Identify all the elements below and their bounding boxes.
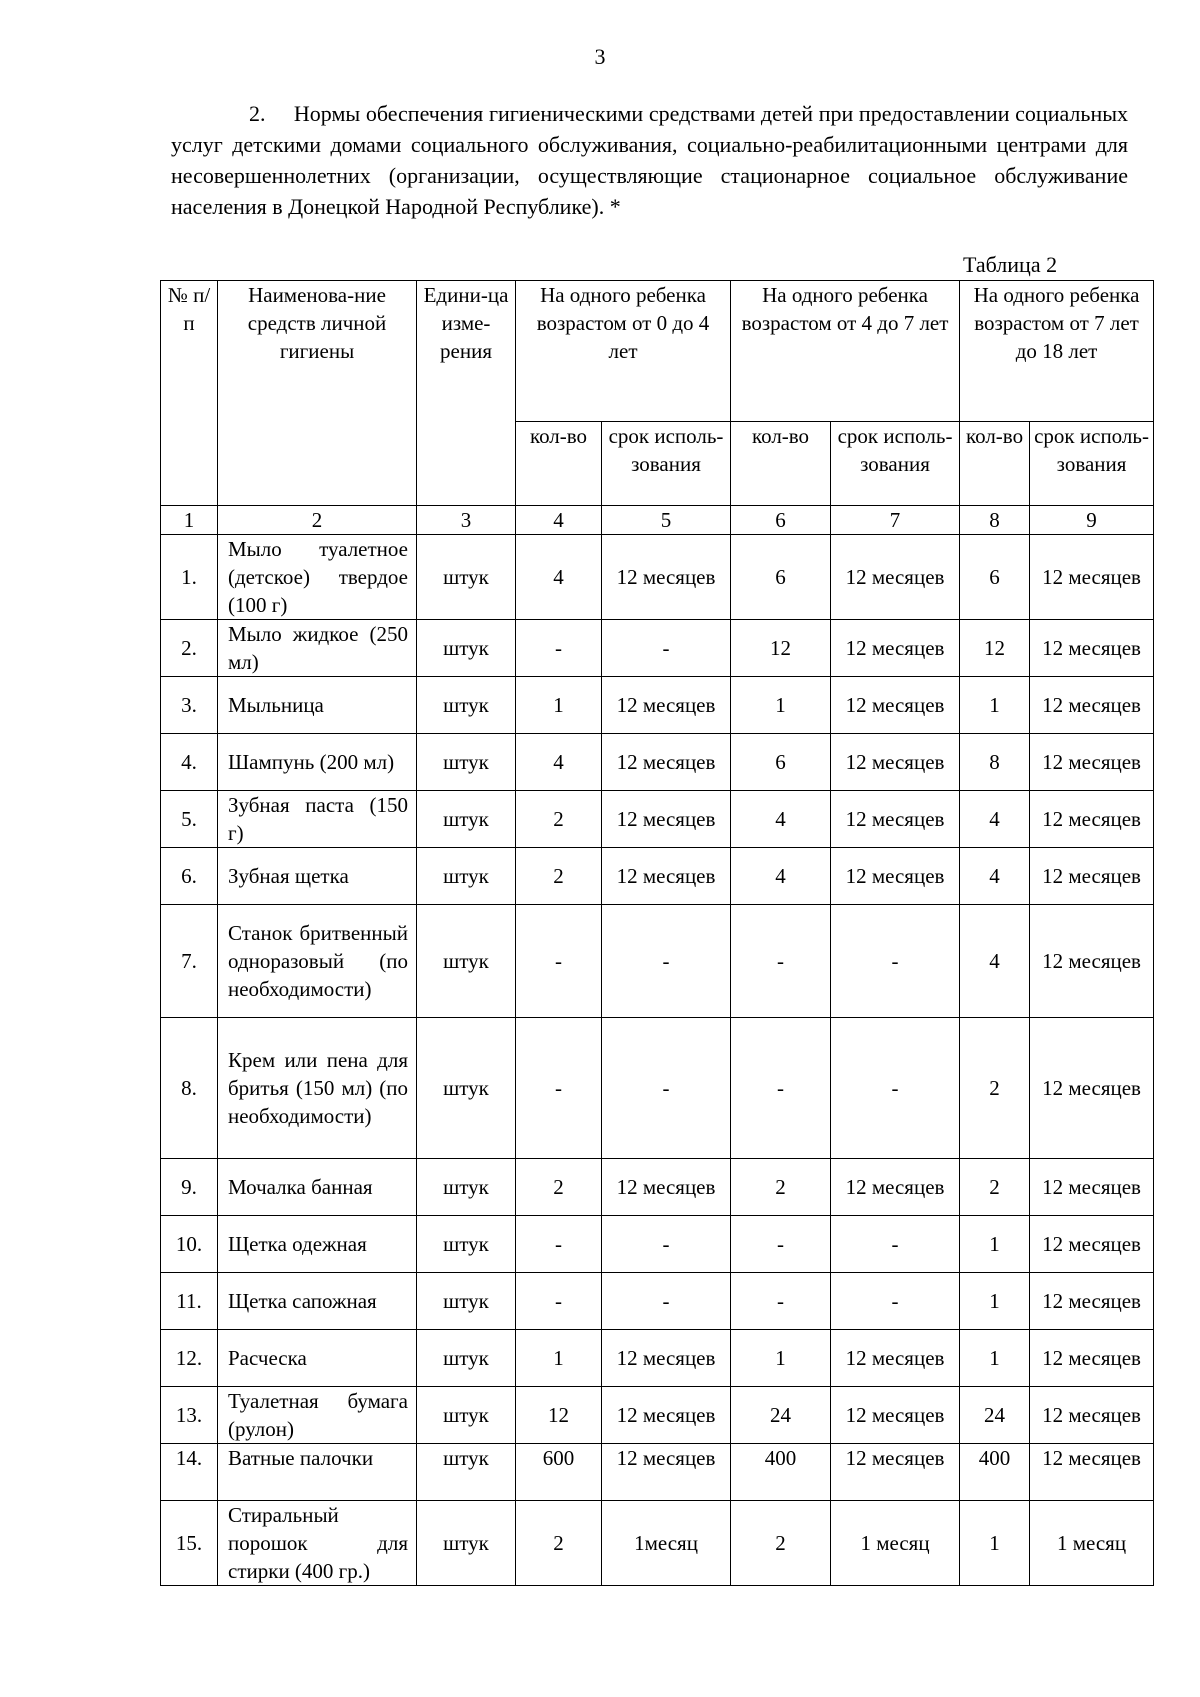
term-7-18: 12 месяцев: [1030, 734, 1154, 791]
qty-7-18: 1: [960, 1330, 1030, 1387]
qty-7-18: 6: [960, 535, 1030, 620]
item-name: Станок бритвенный одноразовый (по необходимости): [218, 905, 417, 1018]
term-7-18: 12 месяцев: [1030, 620, 1154, 677]
item-name: Шампунь (200 мл): [218, 734, 417, 791]
qty-0-4: 4: [516, 734, 602, 791]
term-7-18: 12 месяцев: [1030, 791, 1154, 848]
term-4-7: 12 месяцев: [831, 1159, 960, 1216]
qty-7-18: 2: [960, 1018, 1030, 1159]
qty-0-4: -: [516, 1216, 602, 1273]
term-0-4: 12 месяцев: [602, 848, 731, 905]
item-name: Мыло туалетное (детское) твердое (100 г): [218, 535, 417, 620]
qty-0-4: 12: [516, 1387, 602, 1444]
row-number: 2.: [161, 620, 218, 677]
item-name: Зубная щетка: [218, 848, 417, 905]
term-0-4: 12 месяцев: [602, 1330, 731, 1387]
term-0-4: 1месяц: [602, 1501, 731, 1586]
term-4-7: 12 месяцев: [831, 535, 960, 620]
qty-4-7: -: [731, 905, 831, 1018]
term-4-7: 12 месяцев: [831, 1387, 960, 1444]
qty-0-4: 2: [516, 791, 602, 848]
unit: штук: [417, 848, 516, 905]
term-4-7: -: [831, 905, 960, 1018]
item-name: Крем или пена для бритья (150 мл) (по необходимости): [218, 1018, 417, 1159]
qty-7-18: 4: [960, 905, 1030, 1018]
term-7-18: 12 месяцев: [1030, 1330, 1154, 1387]
header-num: № п/п: [161, 281, 218, 506]
column-number: 2: [218, 506, 417, 535]
term-7-18: 12 месяцев: [1030, 848, 1154, 905]
term-7-18: 12 месяцев: [1030, 1216, 1154, 1273]
term-7-18: 12 месяцев: [1030, 535, 1154, 620]
table-row: [161, 1273, 1154, 1330]
unit: штук: [417, 1330, 516, 1387]
table-row: [161, 791, 1154, 848]
term-4-7: -: [831, 1018, 960, 1159]
table-row: [161, 1159, 1154, 1216]
qty-0-4: 2: [516, 1159, 602, 1216]
row-number: 15.: [161, 1501, 218, 1586]
column-number: 9: [1030, 506, 1154, 535]
row-number: 8.: [161, 1018, 218, 1159]
term-7-18: 12 месяцев: [1030, 1444, 1154, 1501]
row-number: 5.: [161, 791, 218, 848]
unit: штук: [417, 1501, 516, 1586]
unit: штук: [417, 1018, 516, 1159]
row-number: 9.: [161, 1159, 218, 1216]
unit: штук: [417, 1159, 516, 1216]
term-7-18: 1 месяц: [1030, 1501, 1154, 1586]
term-4-7: 12 месяцев: [831, 1330, 960, 1387]
column-number: 5: [602, 506, 731, 535]
qty-0-4: 4: [516, 535, 602, 620]
table-row: [161, 905, 1154, 1018]
qty-0-4: 1: [516, 1330, 602, 1387]
table-row: [161, 677, 1154, 734]
table-row: [161, 620, 1154, 677]
qty-4-7: 1: [731, 677, 831, 734]
term-7-18: 12 месяцев: [1030, 1018, 1154, 1159]
qty-7-18: 400: [960, 1444, 1030, 1501]
term-4-7: -: [831, 1216, 960, 1273]
qty-0-4: -: [516, 1018, 602, 1159]
unit: штук: [417, 1444, 516, 1501]
term-0-4: -: [602, 1216, 731, 1273]
column-number: 7: [831, 506, 960, 535]
qty-4-7: 6: [731, 535, 831, 620]
item-name: Туалетная бумага (рулон): [218, 1387, 417, 1444]
term-7-18: 12 месяцев: [1030, 1273, 1154, 1330]
table-row: [161, 1216, 1154, 1273]
term-0-4: -: [602, 620, 731, 677]
qty-7-18: 2: [960, 1159, 1030, 1216]
header-qty: кол-во: [731, 422, 831, 506]
header-qty: кол-во: [960, 422, 1030, 506]
header-unit: Едини-ца изме-рения: [417, 281, 516, 506]
qty-4-7: 4: [731, 848, 831, 905]
table-row: [161, 535, 1154, 620]
item-name: Щетка сапожная: [218, 1273, 417, 1330]
term-4-7: 12 месяцев: [831, 1444, 960, 1501]
unit: штук: [417, 734, 516, 791]
column-number: 6: [731, 506, 831, 535]
header-term: срок исполь-зования: [831, 422, 960, 506]
term-0-4: 12 месяцев: [602, 677, 731, 734]
header-term: срок исполь-зования: [1030, 422, 1154, 506]
qty-4-7: -: [731, 1018, 831, 1159]
row-number: 3.: [161, 677, 218, 734]
qty-7-18: 12: [960, 620, 1030, 677]
qty-7-18: 1: [960, 1216, 1030, 1273]
row-number: 6.: [161, 848, 218, 905]
qty-7-18: 1: [960, 1501, 1030, 1586]
term-4-7: 12 месяцев: [831, 848, 960, 905]
unit: штук: [417, 677, 516, 734]
row-number: 1.: [161, 535, 218, 620]
intro-paragraph: 2. Нормы обеспечения гигиеническими средствами детей при предоставлении социальных услуг детскими домами социального обслуживания, социально-реабилитационными центрами для несовершеннолетних (организации, осуществляющие стационарное социальное обслуживание населения в Донецкой Народной Республике). *: [171, 101, 1128, 219]
term-4-7: 12 месяцев: [831, 620, 960, 677]
item-name: Стиральный порошок для стирки (400 гр.): [218, 1501, 417, 1586]
term-7-18: 12 месяцев: [1030, 905, 1154, 1018]
qty-0-4: -: [516, 620, 602, 677]
item-name: Ватные палочки: [218, 1444, 417, 1501]
item-name: Щетка одежная: [218, 1216, 417, 1273]
qty-4-7: -: [731, 1273, 831, 1330]
unit: штук: [417, 1387, 516, 1444]
table-row: [161, 734, 1154, 791]
qty-4-7: 2: [731, 1159, 831, 1216]
term-4-7: 1 месяц: [831, 1501, 960, 1586]
qty-7-18: 1: [960, 677, 1030, 734]
term-0-4: 12 месяцев: [602, 791, 731, 848]
item-name: Мочалка банная: [218, 1159, 417, 1216]
row-number: 11.: [161, 1273, 218, 1330]
term-7-18: 12 месяцев: [1030, 677, 1154, 734]
qty-7-18: 4: [960, 848, 1030, 905]
unit: штук: [417, 620, 516, 677]
column-number: 3: [417, 506, 516, 535]
row-number: 4.: [161, 734, 218, 791]
qty-7-18: 8: [960, 734, 1030, 791]
term-7-18: 12 месяцев: [1030, 1387, 1154, 1444]
header-name: Наименова-ние средств личной гигиены: [218, 281, 417, 506]
table-caption: Таблица 2: [963, 252, 1058, 277]
header-qty: кол-во: [516, 422, 602, 506]
qty-7-18: 24: [960, 1387, 1030, 1444]
row-number: 10.: [161, 1216, 218, 1273]
term-0-4: 12 месяцев: [602, 1444, 731, 1501]
row-number: 12.: [161, 1330, 218, 1387]
qty-0-4: -: [516, 905, 602, 1018]
row-number: 7.: [161, 905, 218, 1018]
term-7-18: 12 месяцев: [1030, 1159, 1154, 1216]
table-row: [161, 1501, 1154, 1586]
table-row: [161, 1444, 1154, 1501]
unit: штук: [417, 905, 516, 1018]
term-4-7: 12 месяцев: [831, 677, 960, 734]
qty-0-4: 2: [516, 848, 602, 905]
unit: штук: [417, 1216, 516, 1273]
qty-4-7: 400: [731, 1444, 831, 1501]
qty-0-4: -: [516, 1273, 602, 1330]
qty-7-18: 1: [960, 1273, 1030, 1330]
column-number: 4: [516, 506, 602, 535]
row-number: 13.: [161, 1387, 218, 1444]
term-0-4: 12 месяцев: [602, 734, 731, 791]
unit: штук: [417, 1273, 516, 1330]
qty-4-7: 2: [731, 1501, 831, 1586]
header-group-7-18: На одного ребенка возрастом от 7 лет до 18 лет: [960, 281, 1154, 422]
qty-4-7: 1: [731, 1330, 831, 1387]
term-0-4: -: [602, 1018, 731, 1159]
item-name: Мыльница: [218, 677, 417, 734]
header-group-0-4: На одного ребенка возрастом от 0 до 4 лет: [516, 281, 731, 422]
term-0-4: -: [602, 905, 731, 1018]
qty-7-18: 4: [960, 791, 1030, 848]
qty-0-4: 1: [516, 677, 602, 734]
term-4-7: 12 месяцев: [831, 791, 960, 848]
hygiene-norms-table: [160, 280, 1154, 1586]
header-group-4-7: На одного ребенка возрастом от 4 до 7 лет: [731, 281, 960, 422]
term-4-7: 12 месяцев: [831, 734, 960, 791]
row-number: 14.: [161, 1444, 218, 1501]
qty-0-4: 2: [516, 1501, 602, 1586]
qty-4-7: 24: [731, 1387, 831, 1444]
table-row: [161, 1387, 1154, 1444]
table-row: [161, 848, 1154, 905]
item-name: Зубная паста (150 г): [218, 791, 417, 848]
column-number: 1: [161, 506, 218, 535]
qty-4-7: -: [731, 1216, 831, 1273]
item-name: Мыло жидкое (250 мл): [218, 620, 417, 677]
unit: штук: [417, 535, 516, 620]
term-0-4: 12 месяцев: [602, 1159, 731, 1216]
table-row: [161, 1018, 1154, 1159]
column-number: 8: [960, 506, 1030, 535]
table-row: [161, 1330, 1154, 1387]
term-0-4: -: [602, 1273, 731, 1330]
column-number-row: [161, 506, 1154, 535]
qty-4-7: 4: [731, 791, 831, 848]
page-number: 3: [594, 44, 606, 69]
qty-4-7: 6: [731, 734, 831, 791]
qty-0-4: 600: [516, 1444, 602, 1501]
term-0-4: 12 месяцев: [602, 535, 731, 620]
unit: штук: [417, 791, 516, 848]
header-term: срок исполь-зования: [602, 422, 731, 506]
item-name: Расческа: [218, 1330, 417, 1387]
qty-4-7: 12: [731, 620, 831, 677]
term-4-7: -: [831, 1273, 960, 1330]
term-0-4: 12 месяцев: [602, 1387, 731, 1444]
